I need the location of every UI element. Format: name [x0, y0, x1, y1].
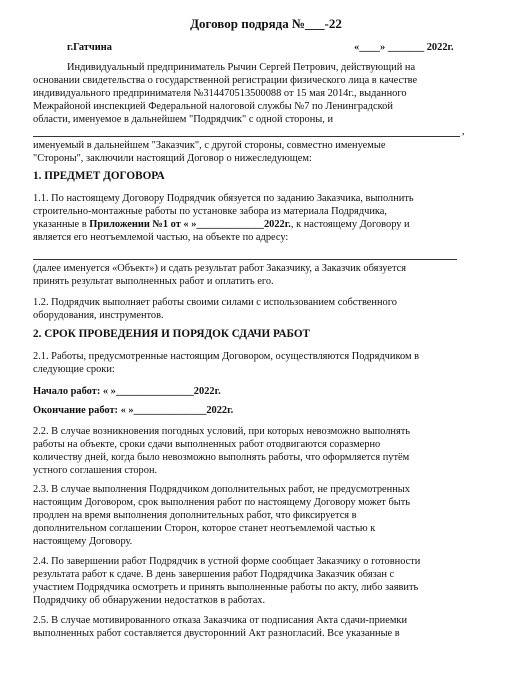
- text-line: участием Подрядчика осмотреть и принять выполненные работы по акту, либо заявить: [33, 582, 419, 593]
- text-line: настоящему Договору.: [33, 536, 133, 547]
- text-line: 1.1. По настоящему Договору Подрядчик обязуется по заданию Заказчика, выполнить: [33, 193, 414, 204]
- text-line: строительно-монтажные работы по установке забора из материала Подрядчика,: [33, 206, 387, 217]
- text-line: Подрядчику об обнаружении недостатков в работах.: [33, 595, 266, 606]
- text-line: следующие сроки:: [33, 364, 115, 375]
- text-line: принять результат выполненных работ и оплатить его.: [33, 276, 274, 287]
- work-end-date: Окончание работ: « »______________2022г.: [33, 405, 234, 416]
- contract-date: «____» _______ 2022г.: [354, 42, 454, 53]
- text-line: (далее именуется «Объект») и сдать результат работ Заказчику, а Заказчик обязуется: [33, 263, 407, 274]
- text-line: количеству дней, когда было невозможно выполнять работы, что оформляется путём: [33, 452, 410, 463]
- text-line: 2.2. В случае возникновения погодных условий, при которых невозможно выполнять: [33, 426, 411, 437]
- text-line: Межрайоной инспекцией Федеральной налоговой службы №7 по Ленинградской: [33, 101, 393, 112]
- text-line: индивидуального предпринимателя №314470513500088 от 15 мая 2014г., выданного: [33, 88, 407, 99]
- city: г.Гатчина: [67, 42, 112, 53]
- section-1-heading: 1. ПРЕДМЕТ ДОГОВОРА: [33, 170, 165, 182]
- text-line: основании свидетельства о государственной регистрации физического лица в качестве: [33, 75, 418, 86]
- text-line: устного соглашения сторон.: [33, 465, 158, 476]
- appendix-reference: Приложении №1 от « »_____________2022г.: [89, 219, 291, 230]
- text-line: 2.5. В случае мотивированного отказа Заказчика от подписания Акта сдачи-приемки: [33, 615, 408, 626]
- text-line: "Стороны", заключили настоящий Договор о нижеследующем:: [33, 153, 312, 164]
- object-address-blank: [33, 259, 457, 260]
- text-line: результата работ к сдаче. В день завершения работ Подрядчика Заказчик обязан с: [33, 569, 395, 580]
- section-2-heading: 2. СРОК ПРОВЕДЕНИЯ И ПОРЯДОК СДАЧИ РАБОТ: [33, 328, 311, 340]
- text-line: работы на объекте, сроки сдачи выполненных работ отодвигаются соразмерно: [33, 439, 381, 450]
- text: указанные в: [33, 219, 87, 230]
- work-start-date: Начало работ: « »_______________2022г.: [33, 386, 221, 397]
- document-title: Договор подряда №___-22: [190, 16, 342, 31]
- text-line: оборудования, инструментов.: [33, 310, 164, 321]
- text-line: продлен на время выполнения дополнительных работ, что фиксируется в: [33, 510, 357, 521]
- text-line: Индивидуальный предприниматель Рычин Сергей Петрович, действующий на: [67, 62, 416, 73]
- text-line: 2.4. По завершении работ Подрядчик в устной форме сообщает Заказчику о готовности: [33, 556, 421, 567]
- text-line: 2.3. В случае выполнения Подрядчиком дополнительных работ, не предусмотренных: [33, 484, 410, 495]
- text-line: ,: [462, 126, 465, 137]
- text-line: дополнительном соглашении Сторон, которое станет неотъемлемой частью к: [33, 523, 376, 534]
- text-line: области, именуемое в дальнейшем "Подрядчик" с одной стороны, и: [33, 114, 334, 125]
- text-line: является его неотъемлемой частью, на объекте по адресу:: [33, 232, 289, 243]
- text-line: [33, 218, 410, 231]
- text-line: 1.2. Подрядчик выполняет работы своими силами с использованием собственного: [33, 297, 397, 308]
- text-line: настоящим Договором, срок выполнения работ по настоящему Договору может быть: [33, 497, 410, 508]
- text-line: 2.1. Работы, предусмотренные настоящим Договором, осуществляются Подрядчиком в: [33, 351, 420, 362]
- text: , к настоящему Договору и: [290, 219, 410, 230]
- customer-name-blank: [33, 136, 460, 137]
- text-line: выполненных работ составляется двусторонний Акт разногласий. Все указанные в: [33, 628, 400, 639]
- text-line: именуемый в дальнейшем "Заказчик", с другой стороны, совместно именуемые: [33, 140, 386, 151]
